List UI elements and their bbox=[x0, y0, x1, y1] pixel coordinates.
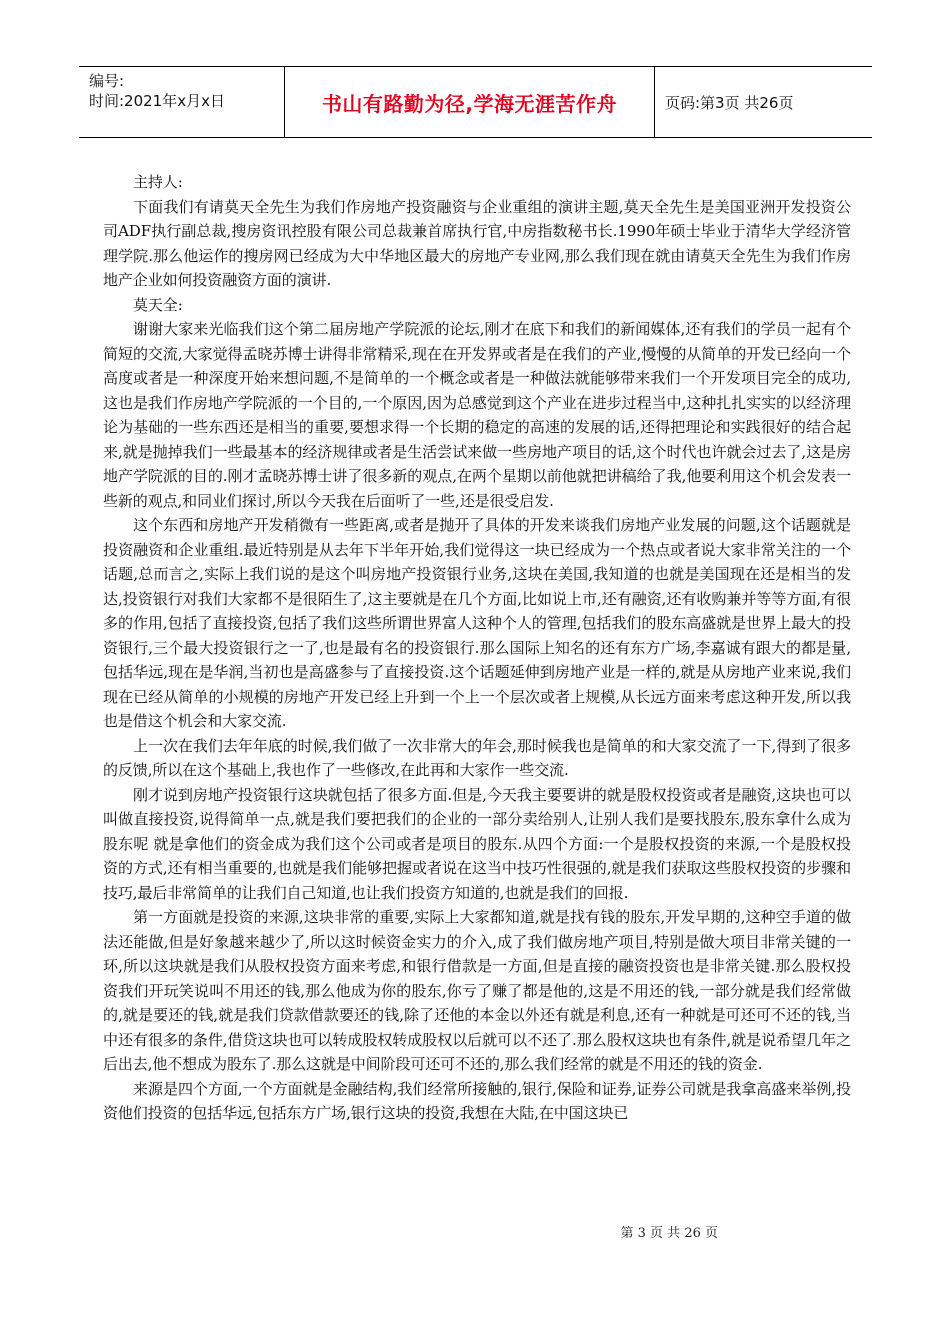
paragraph: 刚才说到房地产投资银行这块就包括了很多方面.但是,今天我主要要讲的就是股权投资或者是融资,这块也可以叫做直接投资,说得简单一点,就是我们要把我们的企业的一部分卖给别人,让别人我们是要找股东,股东拿什么成为股东呢 就是拿他们的资金成为我们这个公司或者是项目的股东.从四个方面:一个是股权投资的来源,一个是股权投资的方式,还有相当重要的,也就是我们能够把握或者说在这当中技巧性很强的,就是我们获取这些股权投资的步骤和技巧,最后非常简单的让我们自己知道,也让我们投资方知道的,也就是我们的回报. bbox=[103, 785, 851, 902]
paragraph: 这个东西和房地产开发稍微有一些距离,或者是抛开了具体的开发来谈我们房地产业发展的问题,这个话题就是投资融资和企业重组.最近特别是从去年下半年开始,我们觉得这一块已经成为一个热点或者说大家非常关注的一个话题,总而言之,实际上我们说的是这个叫房地产投资银行业务,这块在美国,我知道的也就是美国现在还是相当的发达,投资银行对我们大家都不是很陌生了,这主要就是在几个方面,比如说上市,还有融资,还有收购兼并等等方面,有很多的作用,包括了直接投资,包括了我们这些所谓世界富人这种个人的管理,包括我们的股东高盛就是世界上最大的投资银行,三个最大投资银行之一了,也是最有名的投资银行.那么国际上知名的还有东方广场,李嘉诚有跟大的都是量,包括华远,现在是华润,当初也是高盛参与了直接投资.这个话题延伸到房地产业是一样的,就是从房地产业来说,我们现在已经从简单的小规模的房地产开发已经上升到一个上一个层次或者上规模,从长远方面来考虑这种开发,所以我也是借这个机会和大家交流. bbox=[103, 516, 851, 730]
header-motto: 书山有路勤为径,学海无涯苦作舟 bbox=[284, 67, 655, 137]
document-date: 时间:2021年x月x日 bbox=[89, 92, 225, 110]
paragraph: 谢谢大家来光临我们这个第二届房地产学院派的论坛,刚才在底下和我们的新闻媒体,还有我们的学员一起有个简短的交流,大家觉得孟晓苏博士讲得非常精采,现在在开发界或者是在我们的产业,慢慢的从简单的开发已经向一个高度或者是一种深度开始来想问题,不是简单的一个概念或者是一种做法就能够带来我们一个开发项目完全的成功,这也是我们作房地产学院派的一个目的,一个原因,因为总感觉到这个产业在进步过程当中,这种扎扎实实的以经济理论为基础的一些东西还是相当的重要,要想求得一个长期的稳定的高速的发展的话,还得把理论和实践很好的结合起来,就是抛掉我们一些最基本的经济规律或者是生活尝试来做一些房地产项目的话,这个时代也许就会过去了,这是房地产学院派的目的.刚才孟晓苏博士讲了很多新的观点,在两个星期以前他就把讲稿给了我,他要利用这个机会发表一些新的观点,和同业们探讨,所以今天我在后面听了一些,还是很受启发. bbox=[103, 320, 851, 510]
page-header bbox=[79, 66, 872, 138]
paragraph: 主持人: bbox=[133, 173, 183, 191]
paragraph: 下面我们有请莫天全先生为我们作房地产投资融资与企业重组的演讲主题,莫天全先生是美国亚洲开发投资公司ADF执行副总裁,搜房资讯控股有限公司总裁兼首席执行官,中房指数秘书长.1990年硕士毕业于清华大学经济管理学院.那么他运作的搜房网已经成为大中华地区最大的房地产专业网,那么我们现在就由请莫天全先生为我们作房地产企业如何投资融资方面的演讲. bbox=[103, 197, 851, 289]
header-page-info: 页码:第3页 共26页 bbox=[665, 93, 794, 112]
page-footer: 第 3 页 共 26 页 bbox=[620, 1226, 718, 1241]
paragraph: 第一方面就是投资的来源,这块非常的重要,实际上大家都知道,就是找有钱的股东,开发早期的,这种空手道的做法还能做,但是好象越来越少了,所以这时候资金实力的介入,成了我们做房地产项目,特别是做大项目非常关键的一环,所以这块就是我们从股权投资方面来考虑,和银行借款是一方面,但是直接的融资投资也是非常关键.那么股权投资我们开玩笑说叫不用还的钱,那么他成为你的股东,你亏了赚了都是他的,这是不用还的钱,一部分就是我们经常做的,就是要还的钱,就是我们贷款借款要还的钱,除了还他的本金以外还有就是利息,还有一种就是可还可不还的钱,当中还有很多的条件,借贷这块也可以转成股权转成股权以后就可以不还了.那么股权这块也有条件,就是说希望几年之后出去,他不想成为股东了.那么这就是中间阶段可还可不还的,那么我们经常的就是不用还的钱的资金. bbox=[103, 908, 851, 1073]
header-meta bbox=[79, 67, 284, 137]
paragraph: 来源是四个方面,一个方面就是金融结构,我们经常所接触的,银行,保险和证券,证券公司就是我拿高盛来举例,投资他们投资的包括华远,包括东方广场,银行这块的投资,我想在大陆,在中国这块已 bbox=[103, 1079, 851, 1122]
paragraph: 上一次在我们去年年底的时候,我们做了一次非常大的年会,那时候我也是简单的和大家交流了一下,得到了很多的反馈,所以在这个基础上,我也作了一些修改,在此再和大家作一些交流. bbox=[103, 736, 851, 779]
document-number-label: 编号: bbox=[89, 72, 125, 90]
paragraph: 莫天全: bbox=[133, 295, 183, 314]
document-body bbox=[103, 170, 851, 1126]
